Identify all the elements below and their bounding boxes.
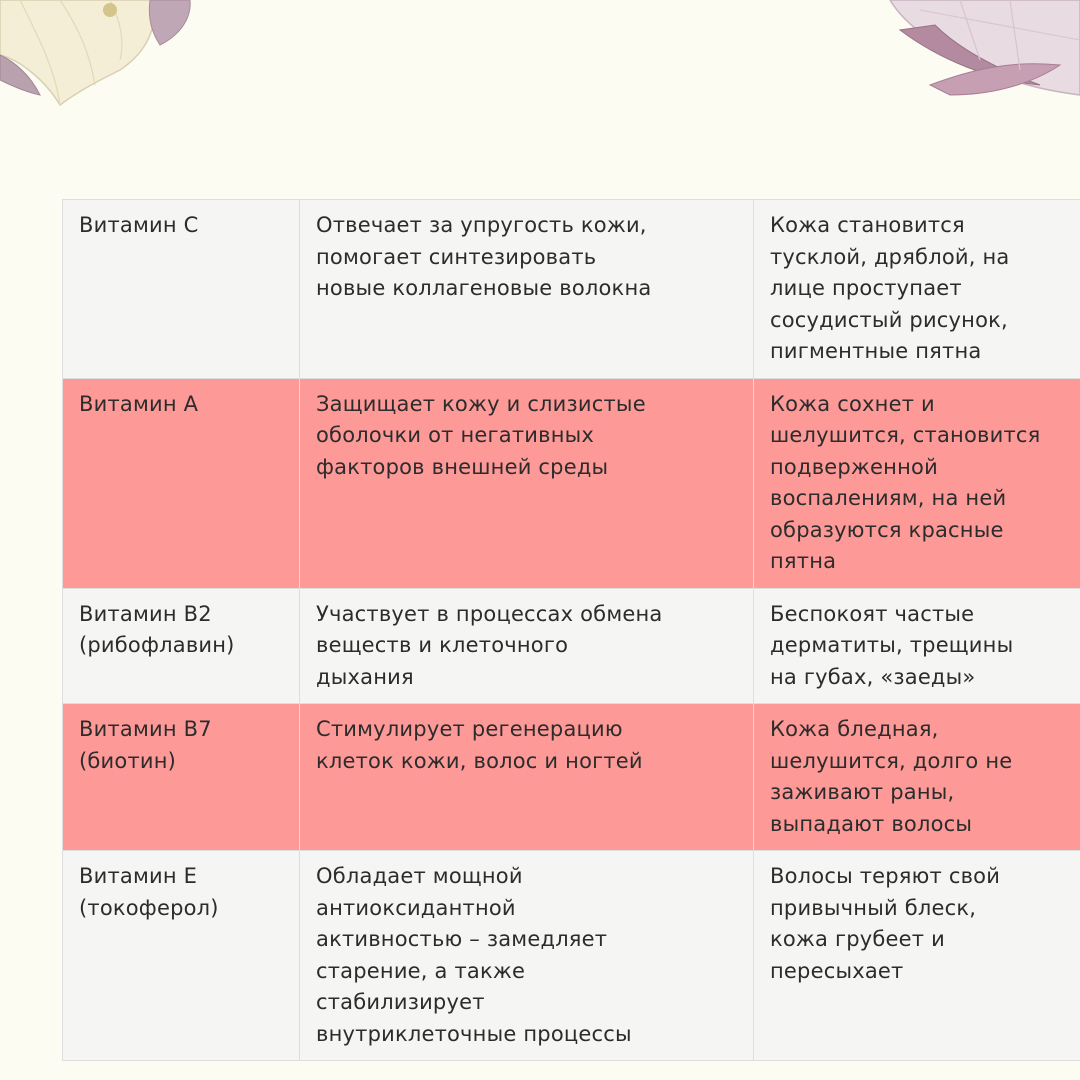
vitamin-function-cell <box>300 704 754 851</box>
vitamin-name-cell <box>63 378 300 588</box>
vitamin-function-cell <box>300 851 754 1061</box>
table-row <box>63 704 1080 851</box>
vitamin-function: Отвечает за упругость кожи, помогает синтезировать новые коллагеновые волокна <box>316 213 652 300</box>
table-row <box>63 588 1080 704</box>
vitamin-name-cell <box>63 588 300 704</box>
vitamin-deficiency-cell <box>754 851 1080 1061</box>
vitamin-deficiency-cell <box>754 200 1080 379</box>
vitamin-function-cell <box>300 200 754 379</box>
vitamin-function: Участвует в процессах обмена веществ и клеточного дыхания <box>316 601 663 689</box>
table-row <box>63 378 1080 588</box>
vitamin-name: Витамин С <box>79 213 199 237</box>
vitamin-deficiency-cell <box>754 378 1080 588</box>
vitamin-function: Защищает кожу и слизистые оболочки от негативных факторов внешней среды <box>316 391 646 479</box>
vitamin-name: Витамин В7 (биотин) <box>79 717 212 773</box>
vitamin-deficiency: Кожа бледная, шелушится, долго не заживают раны, выпадают волосы <box>770 717 1013 836</box>
vitamin-function: Обладает мощной антиоксидантной активностью – замедляет старение, а также стабилизирует внутриклеточные процессы <box>316 864 632 1046</box>
vitamin-name-cell <box>63 851 300 1061</box>
table-row <box>63 200 1080 379</box>
vitamin-function: Стимулирует регенерацию клеток кожи, волос и ногтей <box>316 717 643 773</box>
vitamin-name-cell <box>63 200 300 379</box>
vitamin-table-body <box>63 200 1080 1061</box>
vitamin-function-cell <box>300 378 754 588</box>
vitamin-name-cell <box>63 704 300 851</box>
vitamin-deficiency: Волосы теряют свой привычный блеск, кожа грубеет и пересыхает <box>770 864 1001 983</box>
vitamin-name: Витамин Е (токоферол) <box>79 864 219 920</box>
vitamin-function-cell <box>300 588 754 704</box>
vitamin-deficiency: Кожа становится тусклой, дряблой, на лице проступает сосудистый рисунок, пигментные пятна <box>770 213 1010 363</box>
vitamin-deficiency: Кожа сохнет и шелушится, становится подверженной воспалениям, на ней образуются красные пятна <box>770 391 1041 573</box>
vitamin-table <box>62 199 1080 1061</box>
vitamin-name: Витамин В2 (рибофлавин) <box>79 601 235 657</box>
vitamin-name: Витамин А <box>79 391 199 416</box>
vitamin-table-container <box>62 199 1041 1061</box>
vitamin-deficiency-cell <box>754 588 1080 704</box>
table-row <box>63 851 1080 1061</box>
vitamin-deficiency: Беспокоят частые дерматиты, трещины на губах, «заеды» <box>770 601 1014 689</box>
vitamin-deficiency-cell <box>754 704 1080 851</box>
